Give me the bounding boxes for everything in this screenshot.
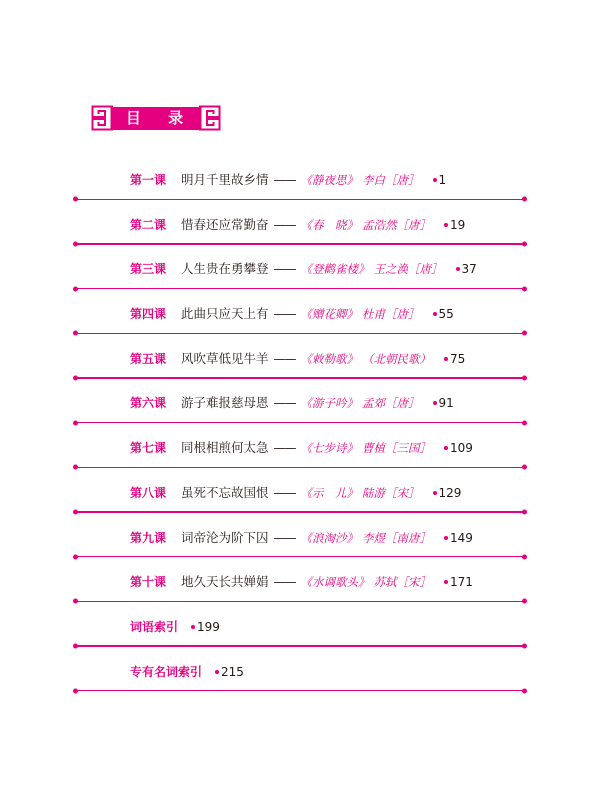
page-reference xyxy=(444,527,473,549)
poem-title: 《静夜思》 xyxy=(300,173,359,187)
toc-entry xyxy=(0,571,600,616)
page-bullet-icon xyxy=(444,446,448,450)
dash-separator: —— xyxy=(273,530,296,545)
rule-end-dot-icon xyxy=(73,465,78,470)
page-reference xyxy=(444,214,465,236)
lesson-number: 第八课 xyxy=(130,485,167,500)
dash-separator: —— xyxy=(273,307,296,322)
toc-entry xyxy=(0,527,600,572)
divider-line xyxy=(75,377,525,378)
rule-end-dot-icon xyxy=(73,197,78,202)
toc-entry xyxy=(0,214,600,259)
dash-separator: —— xyxy=(273,173,296,187)
rule-end-dot-icon xyxy=(73,286,78,291)
table-of-contents xyxy=(0,169,600,705)
page-bullet-icon xyxy=(456,267,460,271)
toc-entry-text xyxy=(130,303,454,325)
divider-line xyxy=(75,556,525,557)
page-number: 19 xyxy=(450,217,466,232)
toc-entry-text xyxy=(130,258,477,280)
page-reference xyxy=(444,348,465,370)
toc-entry-text xyxy=(130,348,465,370)
index-entry-text xyxy=(130,661,244,683)
divider-line xyxy=(75,199,525,200)
page-number: 55 xyxy=(438,307,454,322)
lesson-number: 第五课 xyxy=(130,351,167,366)
index-label: 专有名词索引 xyxy=(130,664,203,679)
toc-entry xyxy=(0,348,600,393)
rule-end-dot-icon xyxy=(522,286,527,291)
page-number: 109 xyxy=(450,441,473,456)
rule-end-dot-icon xyxy=(73,510,78,515)
lesson-heading: 地久天长共婵娟 xyxy=(181,574,269,590)
poem-author: 李白［唐］ xyxy=(362,173,420,187)
fret-ornament-left-icon xyxy=(90,104,113,132)
toc-entry xyxy=(0,482,600,527)
poem-author: 李煜［南唐］ xyxy=(362,530,432,545)
toc-entry xyxy=(0,437,600,482)
poem-author: 孟郊［唐］ xyxy=(362,396,420,411)
rule-end-dot-icon xyxy=(522,197,527,202)
index-entry-vocabulary xyxy=(0,616,600,661)
page-bullet-icon xyxy=(433,401,437,405)
title-banner xyxy=(90,104,222,132)
divider-line xyxy=(75,288,525,289)
index-label: 词语索引 xyxy=(130,619,179,634)
poem-title: 《敕勒歌》 xyxy=(300,351,359,366)
dash-separator: —— xyxy=(273,441,296,456)
rule-end-dot-icon xyxy=(73,241,78,246)
page-reference xyxy=(456,258,477,280)
lesson-heading: 此曲只应天上有 xyxy=(181,306,269,322)
rule-end-dot-icon xyxy=(522,554,527,559)
dash-separator: —— xyxy=(273,351,296,366)
toc-entry-text xyxy=(130,482,461,504)
rule-end-dot-icon xyxy=(73,599,78,604)
page-bullet-icon xyxy=(444,357,448,361)
toc-entry-text xyxy=(130,214,465,236)
poem-title: 《七步诗》 xyxy=(300,441,359,456)
fret-ornament-right-icon xyxy=(199,104,222,132)
page-number: 1 xyxy=(438,173,447,187)
lesson-number: 第九课 xyxy=(130,530,167,545)
divider-line xyxy=(75,422,525,423)
toc-entry xyxy=(0,303,600,348)
divider-line xyxy=(75,601,525,602)
page-reference xyxy=(433,482,462,504)
rule-end-dot-icon xyxy=(522,241,527,246)
poem-author: 曹植［三国］ xyxy=(362,441,432,456)
poem-title: 《赠花卿》 xyxy=(300,307,359,322)
page-reference xyxy=(191,616,220,638)
dash-separator: —— xyxy=(273,262,296,277)
lesson-number: 第十课 xyxy=(130,575,167,590)
rule-end-dot-icon xyxy=(522,510,527,515)
page-number: 129 xyxy=(438,485,462,500)
poem-title: 《春 晓》 xyxy=(300,217,359,232)
dash-separator: —— xyxy=(273,575,296,590)
rule-end-dot-icon xyxy=(73,644,78,649)
lesson-heading: 风吹草低见牛羊 xyxy=(181,350,269,366)
lesson-heading: 明月千里故乡情 xyxy=(181,172,269,187)
page-bullet-icon xyxy=(444,223,448,227)
poem-author: 杜甫［唐］ xyxy=(362,307,420,322)
title-box xyxy=(113,107,199,130)
page-number: 149 xyxy=(450,530,473,545)
lesson-heading: 虽死不忘故国恨 xyxy=(181,484,269,500)
dash-separator: —— xyxy=(273,217,296,232)
page-bullet-icon xyxy=(191,625,195,629)
toc-entry-text xyxy=(130,169,446,191)
lesson-number: 第七课 xyxy=(130,441,167,456)
page-reference xyxy=(444,437,473,459)
poem-author: 陆游［宋］ xyxy=(362,485,420,500)
rule-end-dot-icon xyxy=(522,688,527,693)
page-reference xyxy=(433,303,454,325)
page-number: 91 xyxy=(438,396,454,411)
divider-line xyxy=(75,511,525,512)
rule-end-dot-icon xyxy=(522,644,527,649)
rule-end-dot-icon xyxy=(73,420,78,425)
page-title: 目 录 xyxy=(125,108,187,127)
rule-end-dot-icon xyxy=(522,375,527,380)
rule-end-dot-icon xyxy=(522,465,527,470)
page-number: 199 xyxy=(197,619,220,634)
toc-entry xyxy=(0,392,600,437)
rule-end-dot-icon xyxy=(73,554,78,559)
divider-line xyxy=(75,645,525,646)
index-entry-proper-nouns xyxy=(0,661,600,706)
lesson-number: 第三课 xyxy=(130,262,167,277)
rule-end-dot-icon xyxy=(522,331,527,336)
toc-entry xyxy=(0,169,600,214)
dash-separator: —— xyxy=(273,396,296,411)
toc-entry xyxy=(0,258,600,303)
toc-entry-text xyxy=(130,527,473,549)
divider-line xyxy=(75,333,525,334)
page-bullet-icon xyxy=(433,491,437,495)
page-reference xyxy=(444,571,473,593)
page-number: 75 xyxy=(450,351,466,366)
page-reference xyxy=(215,661,244,683)
page-reference xyxy=(433,392,454,414)
rule-end-dot-icon xyxy=(73,331,78,336)
poem-title: 《浪淘沙》 xyxy=(300,530,359,545)
rule-end-dot-icon xyxy=(73,688,78,693)
page-reference xyxy=(433,169,447,191)
toc-entry-text xyxy=(130,437,473,459)
toc-entry-text xyxy=(130,392,454,414)
lesson-heading: 惜春还应常勤奋 xyxy=(181,216,269,232)
poem-author: （北朝民歌） xyxy=(362,351,432,366)
divider-line xyxy=(75,467,525,468)
lesson-number: 第四课 xyxy=(130,307,167,322)
index-entry-text xyxy=(130,616,220,638)
poem-title: 《游子吟》 xyxy=(300,396,359,411)
lesson-number: 第一课 xyxy=(130,173,167,187)
page-bullet-icon xyxy=(433,178,437,182)
poem-title: 《示 儿》 xyxy=(300,485,359,500)
lesson-heading: 同根相煎何太急 xyxy=(181,440,269,456)
page-number: 171 xyxy=(450,575,473,590)
rule-end-dot-icon xyxy=(522,420,527,425)
page-number: 215 xyxy=(221,664,244,679)
poem-author: 王之涣［唐］ xyxy=(373,262,443,277)
poem-title: 《水调歌头》 xyxy=(300,575,370,590)
poem-author: 孟浩然［唐］ xyxy=(362,217,432,232)
divider-line xyxy=(75,690,525,691)
page-number: 37 xyxy=(461,262,477,277)
page-bullet-icon xyxy=(444,580,448,584)
poem-author: 苏轼［宋］ xyxy=(373,575,432,590)
page-bullet-icon xyxy=(215,670,219,674)
page-bullet-icon xyxy=(444,536,448,540)
dash-separator: —— xyxy=(273,485,296,500)
poem-title: 《登鹳雀楼》 xyxy=(300,262,370,277)
divider-line xyxy=(75,243,525,244)
rule-end-dot-icon xyxy=(522,599,527,604)
lesson-heading: 词帝沦为阶下囚 xyxy=(181,529,269,545)
lesson-heading: 游子难报慈母恩 xyxy=(181,395,269,411)
lesson-number: 第六课 xyxy=(130,396,167,411)
rule-end-dot-icon xyxy=(73,375,78,380)
page-bullet-icon xyxy=(433,312,437,316)
lesson-number: 第二课 xyxy=(130,217,167,232)
toc-entry-text xyxy=(130,571,473,593)
lesson-heading: 人生贵在勇攀登 xyxy=(181,261,269,277)
